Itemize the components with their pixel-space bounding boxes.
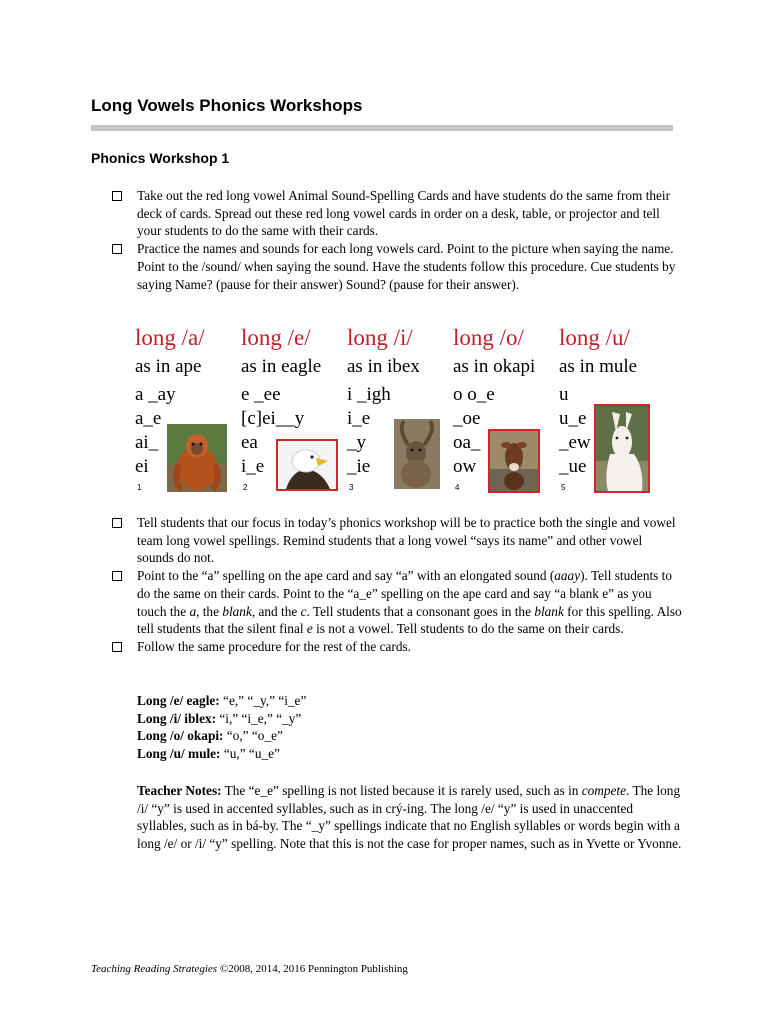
checkbox-icon bbox=[112, 191, 122, 201]
card-spelling: [c]ei__y bbox=[241, 408, 305, 429]
card-title: long /o/ bbox=[453, 325, 524, 350]
card-spelling: ea bbox=[241, 432, 258, 453]
card-spelling: _oe bbox=[453, 408, 481, 429]
example-line: Long /u/ mule: “u,” “u_e” bbox=[137, 746, 280, 762]
card-long-o bbox=[450, 322, 560, 497]
spelling-examples bbox=[137, 692, 306, 763]
card-spelling: ai_ bbox=[135, 432, 159, 453]
ibex-image bbox=[394, 419, 440, 489]
card-example: as in ibex bbox=[347, 356, 420, 377]
card-spelling: _ie bbox=[347, 456, 371, 477]
checkbox-icon bbox=[112, 571, 122, 581]
card-spelling: u_e bbox=[559, 408, 587, 429]
card-example: as in eagle bbox=[241, 356, 322, 377]
card-long-u bbox=[556, 322, 666, 497]
list-item: Practice the names and sounds for each long vowels card. Point to the picture when saying the name. Point to the /sound/ when saying the sound. Have the students follow this procedure. Cue students by saying Name? (pause for their answer) Sound? (pause for their answer). bbox=[112, 240, 682, 293]
card-number: 4 bbox=[455, 483, 460, 492]
card-spelling: a _ay bbox=[135, 384, 176, 405]
card-example: as in okapi bbox=[453, 356, 536, 377]
card-spelling: oa_ bbox=[453, 432, 481, 453]
list-item: Tell students that our focus in today’s phonics workshop will be to practice both the single and vowel team long vowel spellings. Remind students that a long vowel “says its name” and other vowel sounds do not. bbox=[112, 514, 682, 567]
card-spelling: u bbox=[559, 384, 569, 405]
title-rule bbox=[91, 125, 673, 131]
card-spelling: i_e bbox=[347, 408, 371, 429]
card-number: 3 bbox=[349, 483, 354, 492]
eagle-image bbox=[276, 439, 338, 491]
list-item: Take out the red long vowel Animal Sound-Spelling Cards and have students do the same from their deck of cards. Spread out these red long vowel cards in order on a desk, table, or projector and tell your students to do the same with their cards. bbox=[112, 187, 682, 240]
card-spelling: _ue bbox=[559, 456, 587, 477]
card-spelling: ei bbox=[135, 456, 149, 477]
card-spelling: a_e bbox=[135, 408, 162, 429]
checkbox-icon bbox=[112, 244, 122, 254]
okapi-image bbox=[488, 429, 540, 493]
example-line: Long /o/ okapi: “o,” “o_e” bbox=[137, 728, 283, 744]
list-item: Follow the same procedure for the rest of the cards. bbox=[112, 638, 682, 656]
teacher-notes: Teacher Notes: The “e_e” spelling is not listed because it is rarely used, such as in compete. The long /i/ “y” is used in accented syllables, such as in crý-ing. The long /e/ “y” is used in unaccented syllables, such as in bá-by. The “_y” spellings indicate that no English syllables or words begin with a long /e/ or /i/ “y” spelling. Note that this is not the case for proper names, such as in Yvette or Yvonne. bbox=[137, 783, 682, 852]
card-spelling: o o_e bbox=[453, 384, 495, 405]
example-line: Long /i/ iblex: “i,” “i_e,” “_y” bbox=[137, 710, 302, 726]
card-spelling: ow bbox=[453, 456, 477, 477]
card-number: 2 bbox=[243, 483, 248, 492]
animal-cards-row bbox=[132, 322, 662, 497]
card-spelling: i _igh bbox=[347, 384, 391, 405]
card-spelling: e _ee bbox=[241, 384, 281, 405]
card-number: 5 bbox=[561, 483, 566, 492]
card-spelling: _ew bbox=[559, 432, 591, 453]
card-long-e bbox=[238, 322, 348, 497]
checkbox-icon bbox=[112, 642, 122, 652]
card-long-i bbox=[344, 322, 454, 497]
steps-list-b bbox=[112, 514, 682, 656]
list-item: Point to the “a” spelling on the ape card and say “a” with an elongated sound (aaay). Tell students to do the same on their cards. Point to the “a_e” spelling on the ape card and say “a blank e” as you touch the a, the blank, and the c. Tell students that a consonant goes in the blank for this spelling. Also tell students that the silent final e is not a vowel. Tell students to do the same on their cards. bbox=[112, 567, 682, 638]
card-spelling: _y bbox=[347, 432, 366, 453]
page-footer: Teaching Reading Strategies ©2008, 2014, 2016 Pennington Publishing bbox=[91, 963, 408, 975]
orangutan-image bbox=[167, 424, 227, 492]
card-title: long /u/ bbox=[559, 325, 630, 350]
mule-image bbox=[594, 404, 650, 493]
example-line: Long /e/ eagle: “e,” “_y,” “i_e” bbox=[137, 693, 307, 708]
page-title: Long Vowels Phonics Workshops bbox=[91, 96, 363, 115]
card-example: as in mule bbox=[559, 356, 638, 377]
steps-list-a bbox=[112, 187, 682, 293]
checkbox-icon bbox=[112, 518, 122, 528]
card-example: as in ape bbox=[135, 356, 202, 377]
card-long-a bbox=[132, 322, 242, 497]
workshop-heading: Phonics Workshop 1 bbox=[91, 150, 230, 166]
card-title: long /i/ bbox=[347, 325, 413, 350]
card-title: long /e/ bbox=[241, 325, 311, 350]
card-number: 1 bbox=[137, 483, 142, 492]
card-spelling: i_e bbox=[241, 456, 265, 477]
card-title: long /a/ bbox=[135, 325, 205, 350]
